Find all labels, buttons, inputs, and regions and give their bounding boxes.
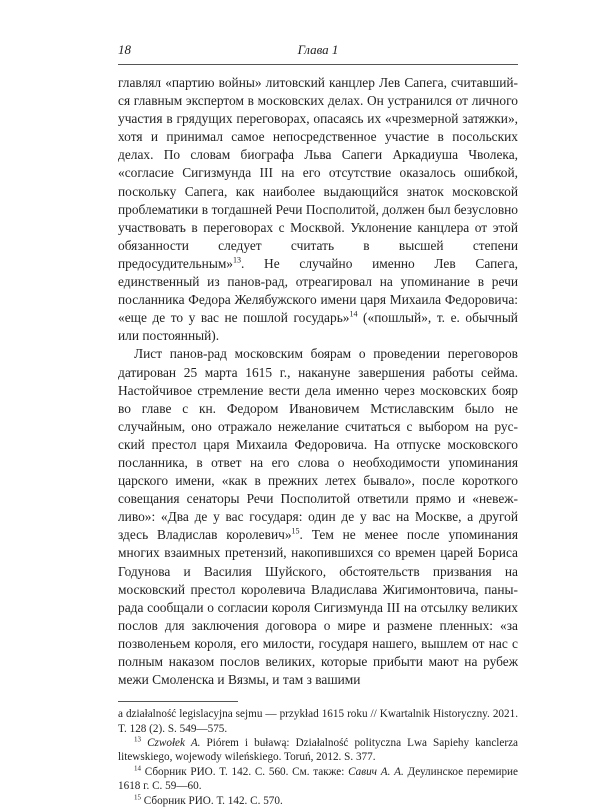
paragraph-2	[118, 345, 518, 689]
footnote-15	[118, 794, 518, 808]
paragraph-1	[118, 74, 518, 345]
chapter-title: Глава 1	[297, 42, 339, 57]
footnotes	[118, 707, 518, 808]
footnote-number: 13	[134, 735, 141, 744]
footnote-text: Сборник РИО. Т. 142. С. 560. См. также:	[141, 765, 349, 778]
main-text	[118, 74, 518, 689]
footnote-author: Савич А. А.	[348, 765, 404, 778]
text-run: («пошлый», т. е. обычный или постоянный).	[118, 310, 518, 344]
footnote-author: Czwołek A.	[147, 737, 201, 749]
footnote-number: 15	[134, 792, 141, 801]
footnote-number: 14	[134, 764, 141, 773]
footnote-13	[118, 736, 518, 765]
footnote-14	[118, 765, 518, 794]
footnote-separator	[118, 701, 238, 702]
running-header: 18 Глава 1	[118, 42, 518, 65]
footnote-text: Сборник РИО. Т. 142. С. 570.	[141, 794, 283, 807]
footnote-text: Деулинское перемирие 1618 г. С. 59—60.	[118, 765, 518, 793]
footnote-ref-14[interactable]: 14	[349, 309, 358, 319]
page	[118, 42, 518, 808]
footnote-continuation: a działalność legislacyjna sejmu — przykład 1615 roku // Kwartalnik Historyczny. 2021. T. 128 (2). S. 549—575.	[118, 708, 518, 735]
footnote-text: Piórem i buławą: Działalność polityczna Lwa Sapiehy kanclerza litewskiego, wojewody wileńskiego. Toruń, 2012. S. 377.	[118, 737, 519, 764]
text-run: . Не случайно именно Лев Сапега, единственный из панов-рад, отреагировал на упоминание в речи посланника Федора Желябужского имени царя Михаила Федоровича: «еще де то у вас не пошлой государь»	[118, 255, 518, 326]
text-run: . Тем не менее после упоминания многих взаимных претензий, накопившихся со времен царей Бориса Годунова и Василия Шуйского, обстоятельств призвания на московский престол королевича Владислава Жигимонтовича, паны-рада сообщали о согласии короля Сигизмунда III на отсылку великих послов для заключения договора о мире и размене пленных: «за позволеньем короля, его милости, государя нашего, вышлем от нас с полным наказом послов великих, которые прибыти мают на рубеж межи Смоленска и Вязмы, и там з вашими	[118, 527, 518, 688]
text-run: главлял «партию войны» литовский канцлер Лев Сапега, считавшийся главным экспертом в московских делах. Он устранился от личного участия в грядущих переговорах, опасаясь их «чрезмерной затяжки», хотя и принимал самое непосредственное участие в посольских делах. По словам биографа Льва Сапеги Аркадиуша Чволека, «согласие Сигизмунда III на его отсутствие оказалось ошибкой, поскольку Сапега, как наиболее выдающийся знаток московской проблематики в тогдашней Речи Посполитой, должен был безусловно участвовать в переговорах с Москвой. Уклонение канцлера от этой обязанности следует считать в высшей степени предосудительным»	[118, 75, 518, 271]
footnote-ref-13[interactable]: 13	[232, 255, 241, 265]
text-run: Лист панов-рад московским боярам о проведении переговоров датирован 25 марта 1615 г., накануне завершения работы сейма. Настойчивое стремление вести дела именно через московских бояр во главе с кн. Федором Ивановичем Мстиславским было не случайным, оно отражало нежелание считаться с выбором на русский престол царя Михаила Федоровича. На отпуске московского посланника, в ответ на его слова о необходимости упоминания царского имени, «как в прежних летех бывало», после короткого совещания сенаторы Речи Посполитой ответили прямо и «невежливо»: «Два де у вас государя: один де у вас на Москве, а другой здесь Владислав королевич»	[118, 346, 518, 543]
footnote-ref-15[interactable]: 15	[291, 526, 300, 536]
